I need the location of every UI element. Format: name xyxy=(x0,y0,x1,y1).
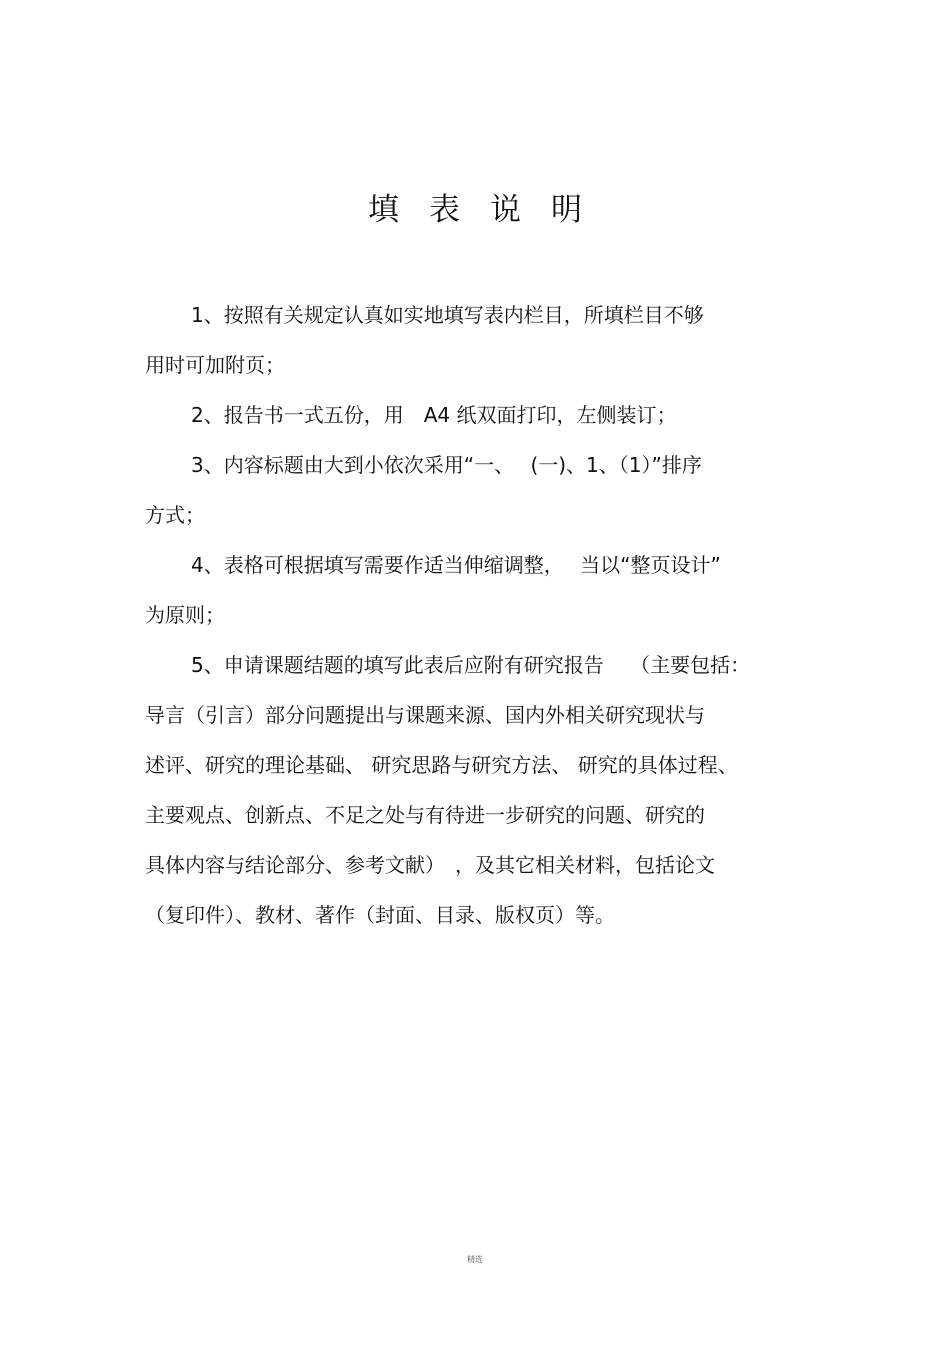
instruction-3-line-2: 方式； xyxy=(145,503,205,527)
instruction-1-line-2: 用时可加附页； xyxy=(145,353,285,377)
instruction-4-line-2: 为原则； xyxy=(145,603,225,627)
instruction-5-line-2: 导言（引言）部分问题提出与课题来源、国内外相关研究现状与 xyxy=(145,703,705,727)
instruction-4-line-1: 4、表格可根据填写需要作适当伸缩调整， 当以“整页设计” xyxy=(191,553,721,577)
instruction-5-line-3: 述评、研究的理论基础、 研究思路与研究方法、 研究的具体过程、 xyxy=(145,753,738,777)
instruction-3-line-1: 3、内容标题由大到小依次采用“一、 (一)、1、（1）”排序 xyxy=(191,453,702,477)
instruction-5-line-4: 主要观点、创新点、不足之处与有待进一步研究的问题、研究的 xyxy=(145,803,705,827)
instruction-5-line-5: 具体内容与结论部分、参考文献） ，及其它相关材料，包括论文 xyxy=(145,853,715,877)
footer-mark: 精选 xyxy=(467,1255,483,1264)
instruction-2-line-1: 2、报告书一式五份，用 A4 纸双面打印，左侧装订； xyxy=(191,403,677,427)
instruction-5-line-1: 5、申请课题结题的填写此表后应附有研究报告 （主要包括： xyxy=(191,653,751,677)
instruction-5-line-6: （复印件）、教材、著作（封面、目录、版权页）等。 xyxy=(145,903,615,927)
instruction-1-line-1: 1、按照有关规定认真如实地填写表内栏目，所填栏目不够 xyxy=(191,303,704,327)
page-title: 填表说明 xyxy=(368,192,612,228)
